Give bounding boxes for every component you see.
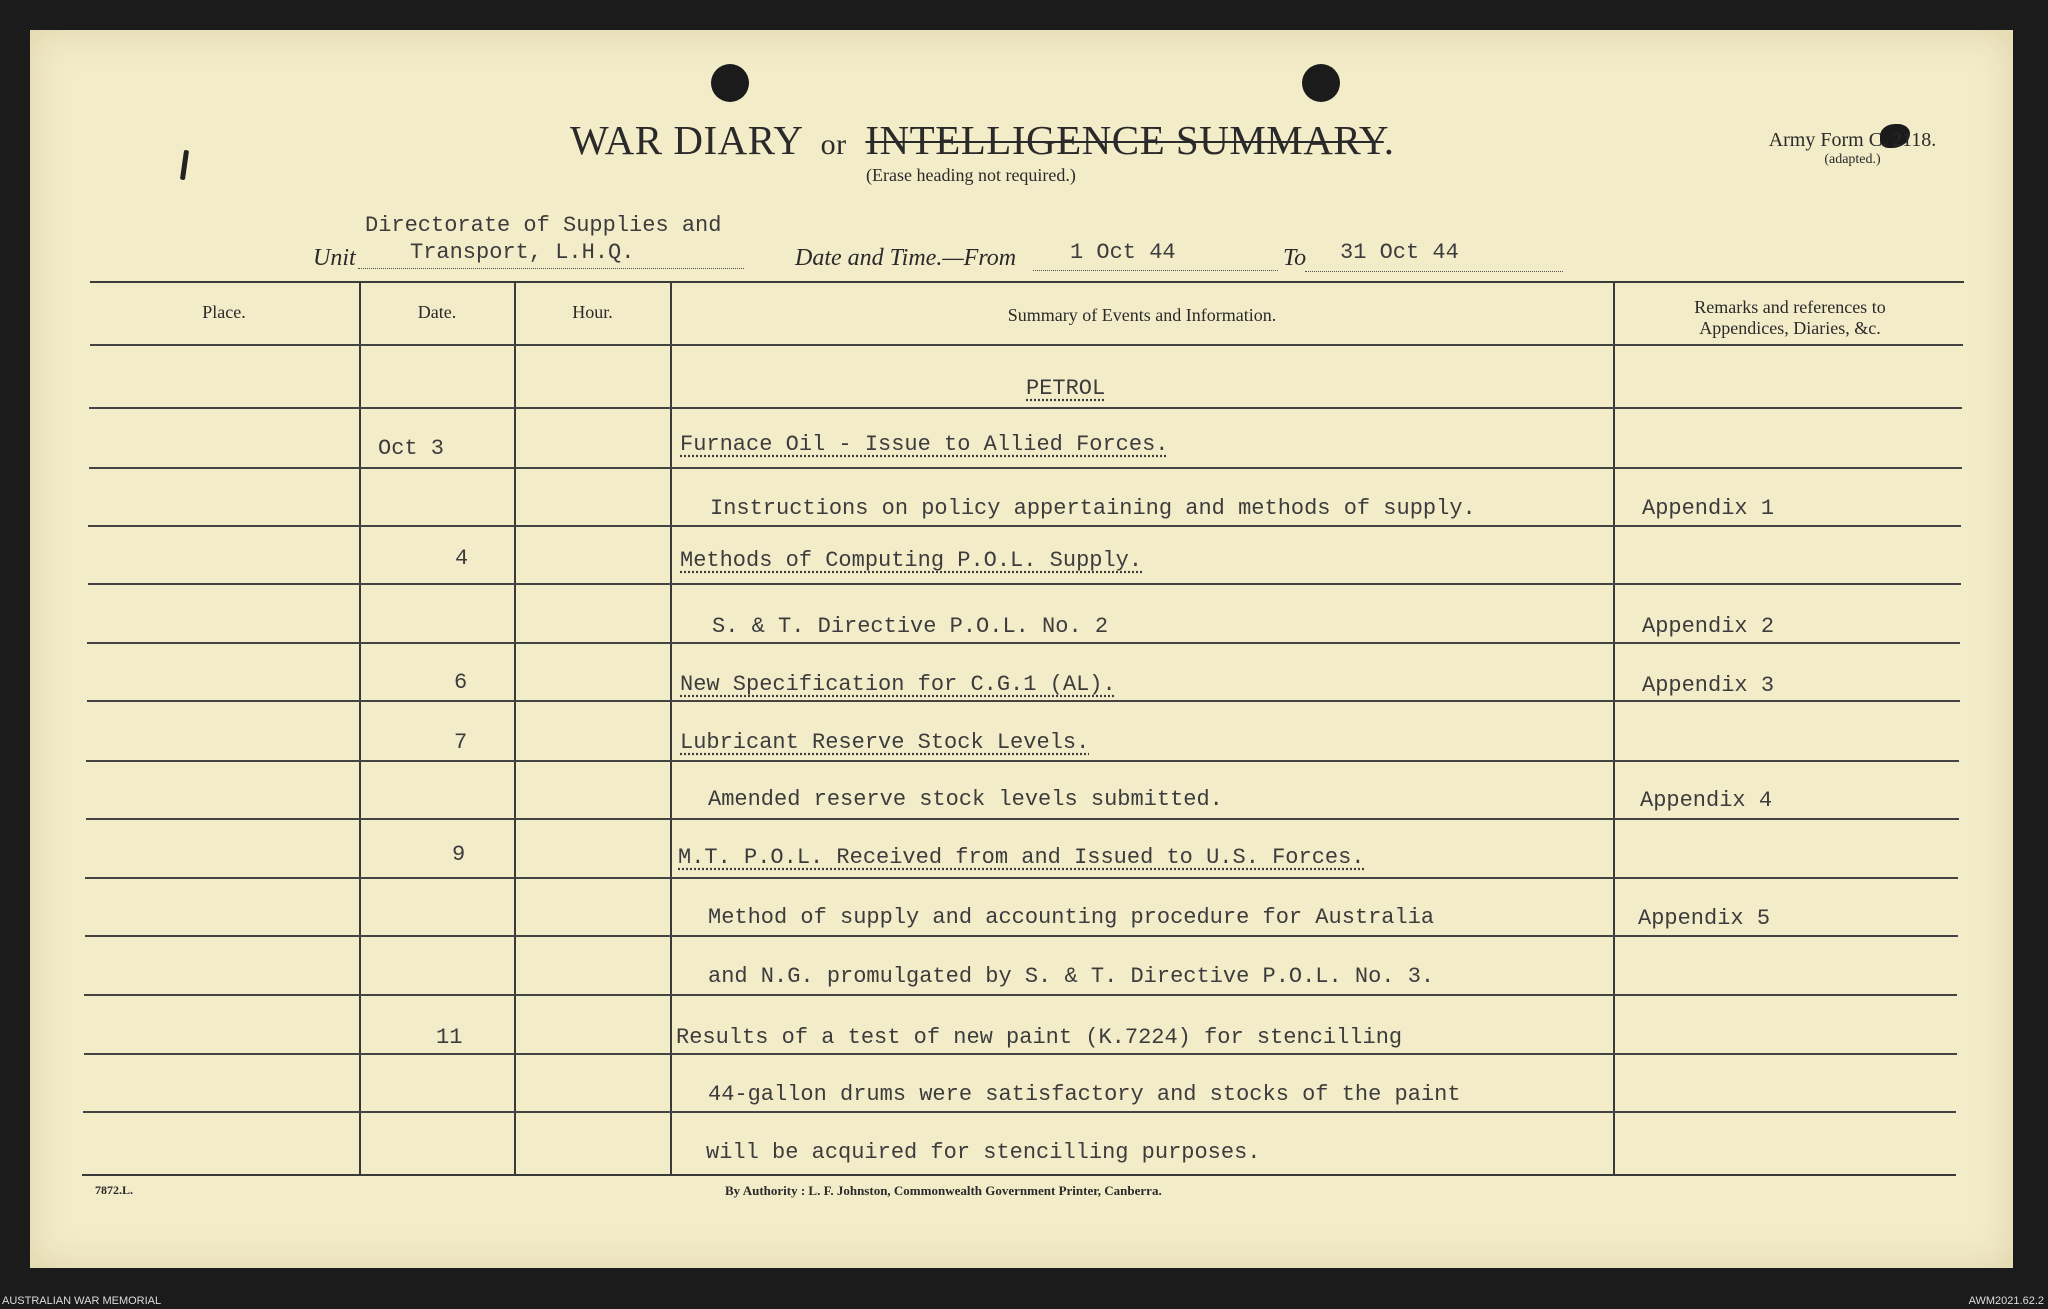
row-rule <box>84 994 1957 996</box>
unit-line-2: Transport, L.H.Q. <box>410 240 635 265</box>
ink-mark <box>180 150 189 180</box>
army-form-sub: (adapted.) <box>1824 152 1881 167</box>
to-date: 31 Oct 44 <box>1340 240 1459 265</box>
form-number: 7872.L. <box>95 1183 134 1197</box>
table-row-summary: New Specification for C.G.1 (AL). <box>680 672 1116 697</box>
table-row-date: 4 <box>455 546 469 571</box>
form-title <box>570 116 1470 164</box>
punch-hole <box>1302 64 1340 102</box>
remarks-header-line-1: Remarks and references to <box>1694 297 1886 317</box>
table-row-summary: S. & T. Directive P.O.L. No. 2 <box>712 614 1109 639</box>
unit-line-1: Directorate of Supplies and <box>365 213 722 238</box>
row-rule <box>85 935 1958 937</box>
table-row-summary: Results of a test of new paint (K.7224) for stencilling <box>676 1025 1403 1050</box>
row-rule <box>85 877 1958 879</box>
table-row-summary: Methods of Computing P.O.L. Supply. <box>680 548 1143 573</box>
title-end: . <box>1383 117 1395 163</box>
table-top-rule <box>90 281 1964 283</box>
table-row-remarks: Appendix 3 <box>1642 673 1775 698</box>
row-rule <box>90 344 1963 346</box>
table-row-date: Oct 3 <box>378 436 445 461</box>
archive-caption-right: AWM2021.62.2 <box>1968 1295 2044 1307</box>
table-row-summary: Furnace Oil - Issue to Allied Forces. <box>680 432 1169 457</box>
printer-authority: By Authority : L. F. Johnston, Commonwealth Government Printer, Canberra. <box>725 1183 1162 1198</box>
unit-dotted-line <box>358 268 744 269</box>
table-bottom-rule <box>82 1174 1956 1176</box>
row-rule <box>88 525 1961 527</box>
table-row-date: 11 <box>436 1025 463 1050</box>
divider-summary-remarks <box>1613 283 1615 1174</box>
table-row-summary: 44-gallon drums were satisfactory and stocks of the paint <box>708 1082 1461 1107</box>
table-row-remarks: Appendix 2 <box>1642 614 1775 639</box>
table-row-summary: Method of supply and accounting procedure for Australia <box>708 905 1435 930</box>
column-header-place: Place. <box>202 302 246 322</box>
date-time-label: Date and Time.—From <box>795 245 1017 271</box>
title-or: or <box>820 128 847 161</box>
from-date: 1 Oct 44 <box>1070 240 1176 265</box>
to-dotted-line <box>1305 271 1563 272</box>
column-header-hour: Hour. <box>572 302 613 322</box>
table-row-summary: Lubricant Reserve Stock Levels. <box>680 730 1090 755</box>
army-form-number: Army Form C. 2118. <box>1768 129 1937 151</box>
table-row-remarks: Appendix 1 <box>1642 496 1775 521</box>
table-row-summary: will be acquired for stencilling purposes. <box>706 1140 1261 1165</box>
row-rule <box>84 1053 1957 1055</box>
row-rule <box>89 467 1962 469</box>
row-rule <box>87 642 1960 644</box>
column-header-date: Date. <box>417 302 457 322</box>
table-row-date: 9 <box>452 842 466 867</box>
table-row-summary: M.T. P.O.L. Received from and Issued to U.S. Forces. <box>678 845 1365 870</box>
table-row-date: 7 <box>454 730 468 755</box>
unit-label: Unit <box>313 245 356 271</box>
row-rule <box>86 760 1959 762</box>
title-struck: INTELLIGENCE SUMMARY <box>865 117 1384 163</box>
section-heading-petrol: PETROL <box>1026 376 1106 401</box>
divider-hour-summary <box>670 283 672 1174</box>
column-header-summary: Summary of Events and Information. <box>1007 305 1277 325</box>
archive-caption-left: AUSTRALIAN WAR MEMORIAL <box>2 1295 162 1307</box>
divider-date-hour <box>514 283 516 1174</box>
row-rule <box>88 583 1961 585</box>
remarks-header-line-2: Appendices, Diaries, &c. <box>1699 318 1881 338</box>
from-dotted-line <box>1033 270 1278 271</box>
row-rule <box>83 1111 1956 1113</box>
row-rule <box>87 700 1960 702</box>
to-label: To <box>1283 245 1307 271</box>
table-row-summary: Amended reserve stock levels submitted. <box>708 787 1223 812</box>
title-main: WAR DIARY <box>570 117 802 163</box>
table-row-remarks: Appendix 4 <box>1640 788 1773 813</box>
punch-hole <box>711 64 749 102</box>
table-row-summary: and N.G. promulgated by S. & T. Directive P.O.L. No. 3. <box>708 964 1435 989</box>
army-form-label <box>1740 130 1965 170</box>
row-rule <box>89 407 1962 409</box>
column-header-remarks <box>1615 297 1965 339</box>
table-row-date: 6 <box>454 670 468 695</box>
table-row-summary: Instructions on policy appertaining and methods of supply. <box>710 496 1476 521</box>
erase-note: (Erase heading not required.) <box>866 165 1076 185</box>
table-row-remarks: Appendix 5 <box>1638 906 1771 931</box>
divider-place-date <box>359 283 361 1174</box>
row-rule <box>86 818 1959 820</box>
